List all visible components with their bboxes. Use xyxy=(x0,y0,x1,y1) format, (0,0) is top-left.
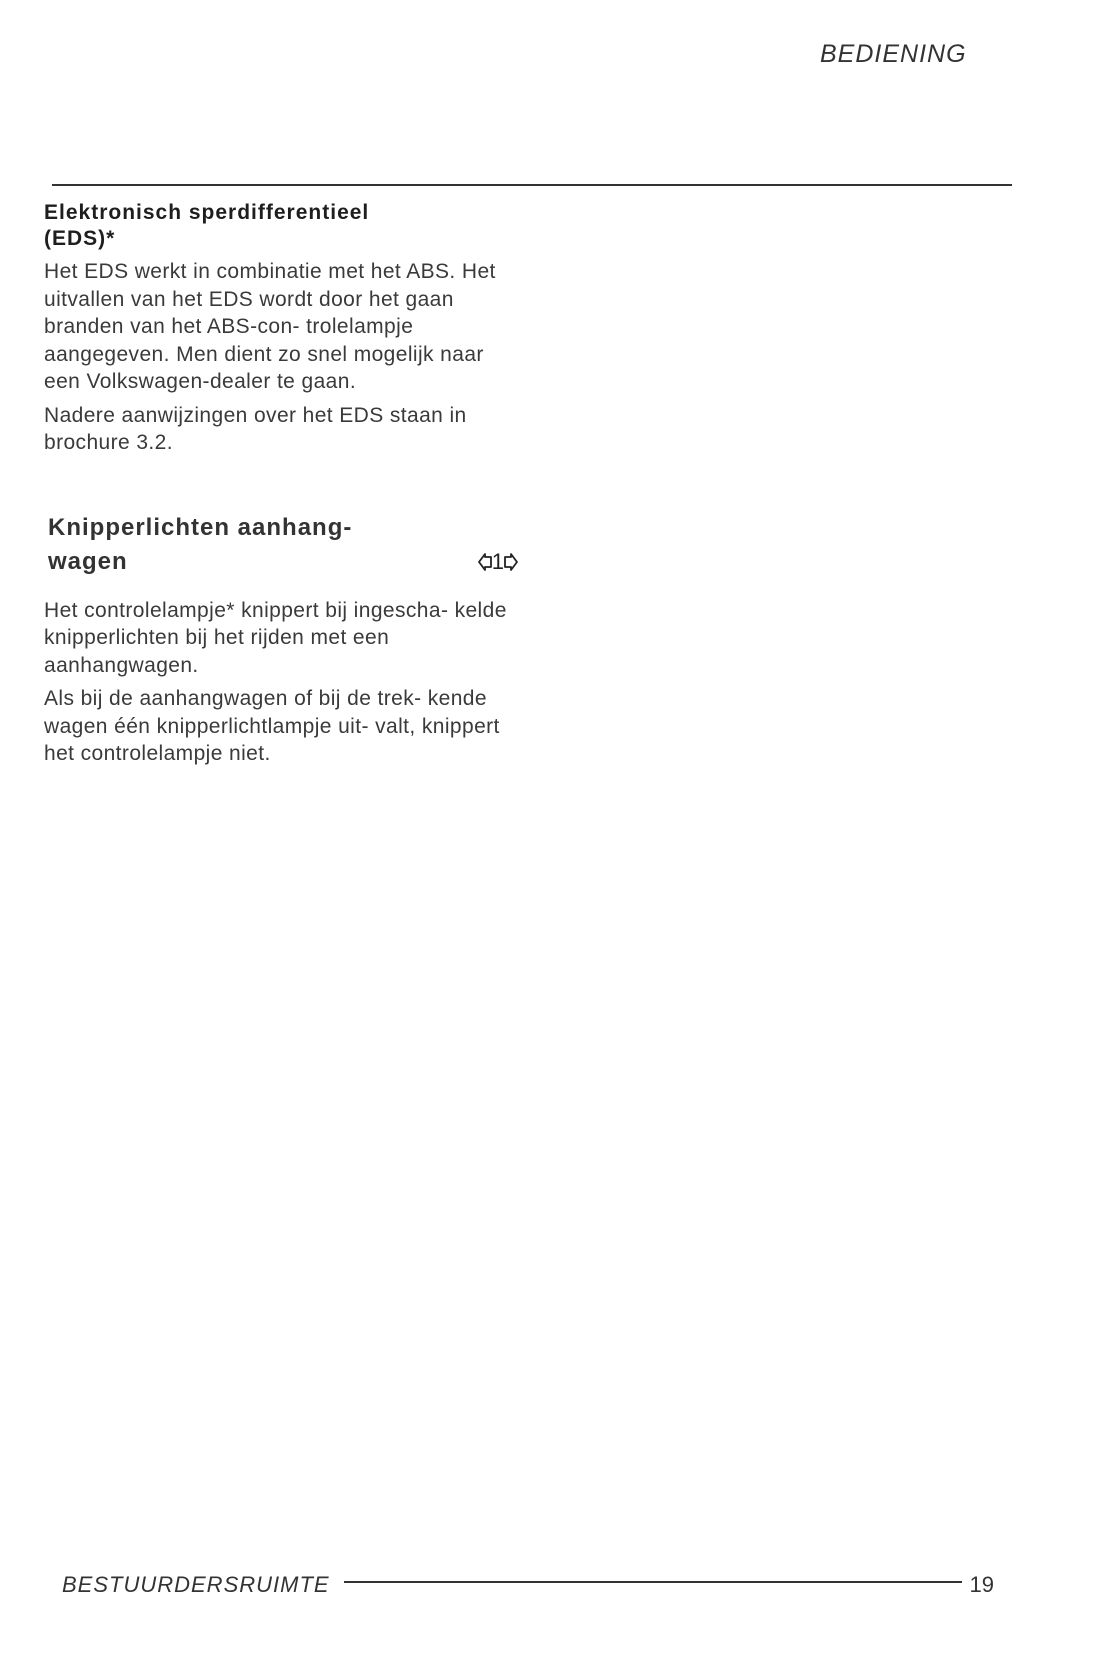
section-heading-eds xyxy=(44,200,519,252)
turn-signal-right-arrow-icon xyxy=(504,553,518,571)
paragraph: Het EDS werkt in combinatie met het ABS. Het uitvallen van het EDS wordt door het gaan branden van het ABS-con- trolelampje aangegeven. Men dient zo snel mogelijk naar een Volkswagen-dealer te gaan. xyxy=(44,260,496,393)
turn-signal-symbol xyxy=(478,545,518,579)
section-body-trailer-indicators xyxy=(44,597,519,768)
content-column xyxy=(44,200,519,768)
page-number: 19 xyxy=(969,1572,994,1597)
section-heading-trailer-line2-row xyxy=(48,545,518,579)
footer-chapter-title: BESTUURDERSRUIMTE xyxy=(62,1572,330,1597)
page-footer xyxy=(62,1570,994,1600)
paragraph: Het controlelampje* knippert bij ingescha- kelde knipperlichten bij het rijden met een aanhangwagen. xyxy=(44,598,507,677)
section-heading-eds-line1: Elektronisch sperdifferentieel xyxy=(44,201,370,224)
header-divider xyxy=(52,184,1012,186)
section-heading-trailer-line2: wagen xyxy=(48,547,128,575)
paragraph: Nadere aanwijzingen over het EDS staan in brochure 3.2. xyxy=(44,403,467,454)
turn-signal-number: 1 xyxy=(491,548,504,574)
section-heading-eds-line2: (EDS)* xyxy=(44,227,116,250)
paragraph: Als bij de aanhangwagen of bij de trek- kende wagen één knipperlichtlampje uit- valt, knippert het controlelampje niet. xyxy=(44,687,500,765)
section-heading-trailer-indicators xyxy=(48,511,519,579)
footer-divider xyxy=(344,1581,962,1583)
section-body-eds xyxy=(44,258,519,457)
turn-signal-left-arrow-icon xyxy=(478,553,492,571)
running-header: BEDIENING xyxy=(820,40,967,68)
section-heading-trailer-line1: Knipperlichten aanhang- xyxy=(48,513,353,541)
